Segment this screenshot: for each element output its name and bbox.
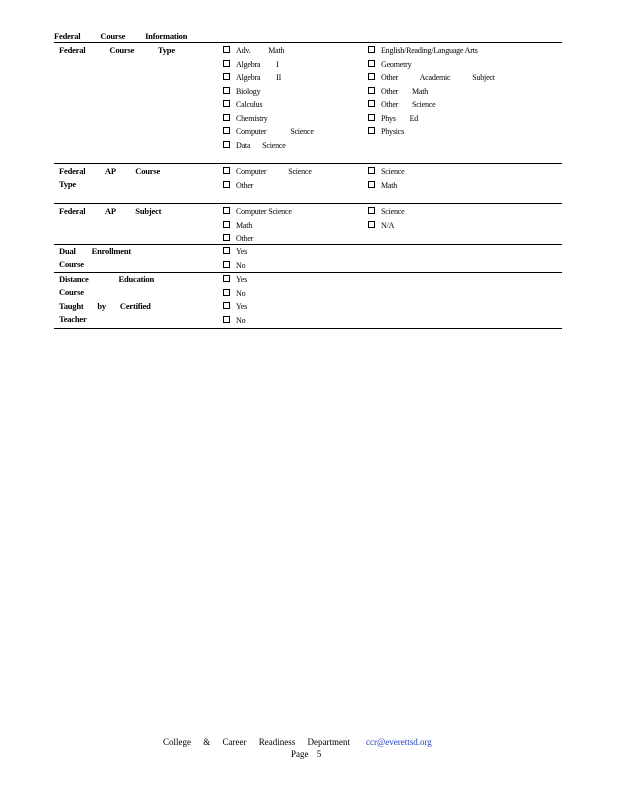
options-col-1 xyxy=(223,205,292,246)
checkbox-option[interactable]: Other xyxy=(223,232,292,246)
checkbox-icon[interactable] xyxy=(368,73,375,80)
footer-line xyxy=(163,736,432,748)
row-label: Dual Enrollment Course xyxy=(59,246,132,269)
checkbox-option[interactable]: Chemistry xyxy=(223,112,314,126)
checkbox-option[interactable]: Biology xyxy=(223,85,314,99)
checkbox-option[interactable]: Yes xyxy=(223,273,247,287)
checkbox-icon[interactable] xyxy=(368,60,375,67)
page-number: Page 5 xyxy=(291,749,322,759)
row-distance-education xyxy=(54,272,562,329)
row-dual-enrollment xyxy=(54,244,562,272)
options-col-1 xyxy=(223,273,247,327)
checkbox-icon[interactable] xyxy=(223,46,230,53)
checkbox-option[interactable]: Other Academic Subject xyxy=(368,71,495,85)
section-title: Federal Course Information xyxy=(54,31,188,41)
checkbox-option[interactable]: N/A xyxy=(368,219,404,233)
row-federal-ap-subject xyxy=(54,203,562,244)
checkbox-option[interactable]: No xyxy=(223,314,247,328)
checkbox-option[interactable]: Science xyxy=(368,165,404,179)
row-label: Federal Course Type xyxy=(59,45,175,55)
checkbox-option[interactable]: Geometry xyxy=(368,58,495,72)
checkbox-icon[interactable] xyxy=(368,114,375,121)
options-col-1 xyxy=(223,245,247,272)
checkbox-option[interactable]: No xyxy=(223,287,247,301)
federal-course-table xyxy=(54,42,562,329)
checkbox-option[interactable]: Algebra II xyxy=(223,71,314,85)
row-label: Federal AP Subject xyxy=(59,206,162,216)
checkbox-icon[interactable] xyxy=(223,207,230,214)
options-col-1 xyxy=(223,165,312,192)
checkbox-icon[interactable] xyxy=(223,60,230,67)
checkbox-icon[interactable] xyxy=(368,181,375,188)
checkbox-icon[interactable] xyxy=(368,100,375,107)
checkbox-icon[interactable] xyxy=(223,87,230,94)
checkbox-option[interactable]: Other Math xyxy=(368,85,495,99)
row-label: Distance Education Course Taught by Certified Teacher xyxy=(59,274,155,324)
options-col-2 xyxy=(368,44,495,139)
checkbox-option[interactable]: Math xyxy=(223,219,292,233)
checkbox-icon[interactable] xyxy=(368,46,375,53)
checkbox-icon[interactable] xyxy=(368,87,375,94)
checkbox-option[interactable]: Science xyxy=(368,205,404,219)
checkbox-icon[interactable] xyxy=(368,167,375,174)
options-col-2 xyxy=(368,205,404,232)
row-label: Federal AP Course Type xyxy=(59,166,161,189)
row-federal-course-type xyxy=(54,42,562,163)
checkbox-icon[interactable] xyxy=(368,221,375,228)
row-federal-ap-course-type xyxy=(54,163,562,203)
checkbox-icon[interactable] xyxy=(368,127,375,134)
options-col-1 xyxy=(223,44,314,152)
options-col-2 xyxy=(368,165,404,192)
checkbox-icon[interactable] xyxy=(223,234,230,241)
checkbox-option[interactable]: Other xyxy=(223,179,312,193)
footer-email-link[interactable]: ccr@everettsd.org xyxy=(365,737,432,747)
checkbox-icon[interactable] xyxy=(223,275,230,282)
checkbox-option[interactable]: Algebra I xyxy=(223,58,314,72)
checkbox-icon[interactable] xyxy=(223,114,230,121)
checkbox-option[interactable]: Calculus xyxy=(223,98,314,112)
checkbox-option[interactable]: Math xyxy=(368,179,404,193)
checkbox-option[interactable]: English/Reading/Language Arts xyxy=(368,44,495,58)
checkbox-option[interactable]: Phys Ed xyxy=(368,112,495,126)
checkbox-icon[interactable] xyxy=(223,221,230,228)
checkbox-icon[interactable] xyxy=(223,141,230,148)
checkbox-option[interactable]: Other Science xyxy=(368,98,495,112)
checkbox-option[interactable]: Computer Science xyxy=(223,205,292,219)
checkbox-icon[interactable] xyxy=(223,100,230,107)
checkbox-option[interactable]: Yes xyxy=(223,300,247,314)
checkbox-icon[interactable] xyxy=(223,316,230,323)
checkbox-option[interactable]: Adv. Math xyxy=(223,44,314,58)
checkbox-option[interactable]: Computer Science xyxy=(223,125,314,139)
checkbox-icon[interactable] xyxy=(223,302,230,309)
checkbox-icon[interactable] xyxy=(223,289,230,296)
footer-dept: College & Career Readiness Department xyxy=(163,737,350,747)
checkbox-option[interactable]: Computer Science xyxy=(223,165,312,179)
checkbox-icon[interactable] xyxy=(223,247,230,254)
checkbox-option[interactable]: No xyxy=(223,259,247,273)
checkbox-icon[interactable] xyxy=(223,167,230,174)
checkbox-icon[interactable] xyxy=(223,261,230,268)
checkbox-option[interactable]: Data Science xyxy=(223,139,314,153)
checkbox-icon[interactable] xyxy=(223,73,230,80)
checkbox-icon[interactable] xyxy=(368,207,375,214)
checkbox-icon[interactable] xyxy=(223,181,230,188)
checkbox-option[interactable]: Yes xyxy=(223,245,247,259)
checkbox-option[interactable]: Physics xyxy=(368,125,495,139)
checkbox-icon[interactable] xyxy=(223,127,230,134)
